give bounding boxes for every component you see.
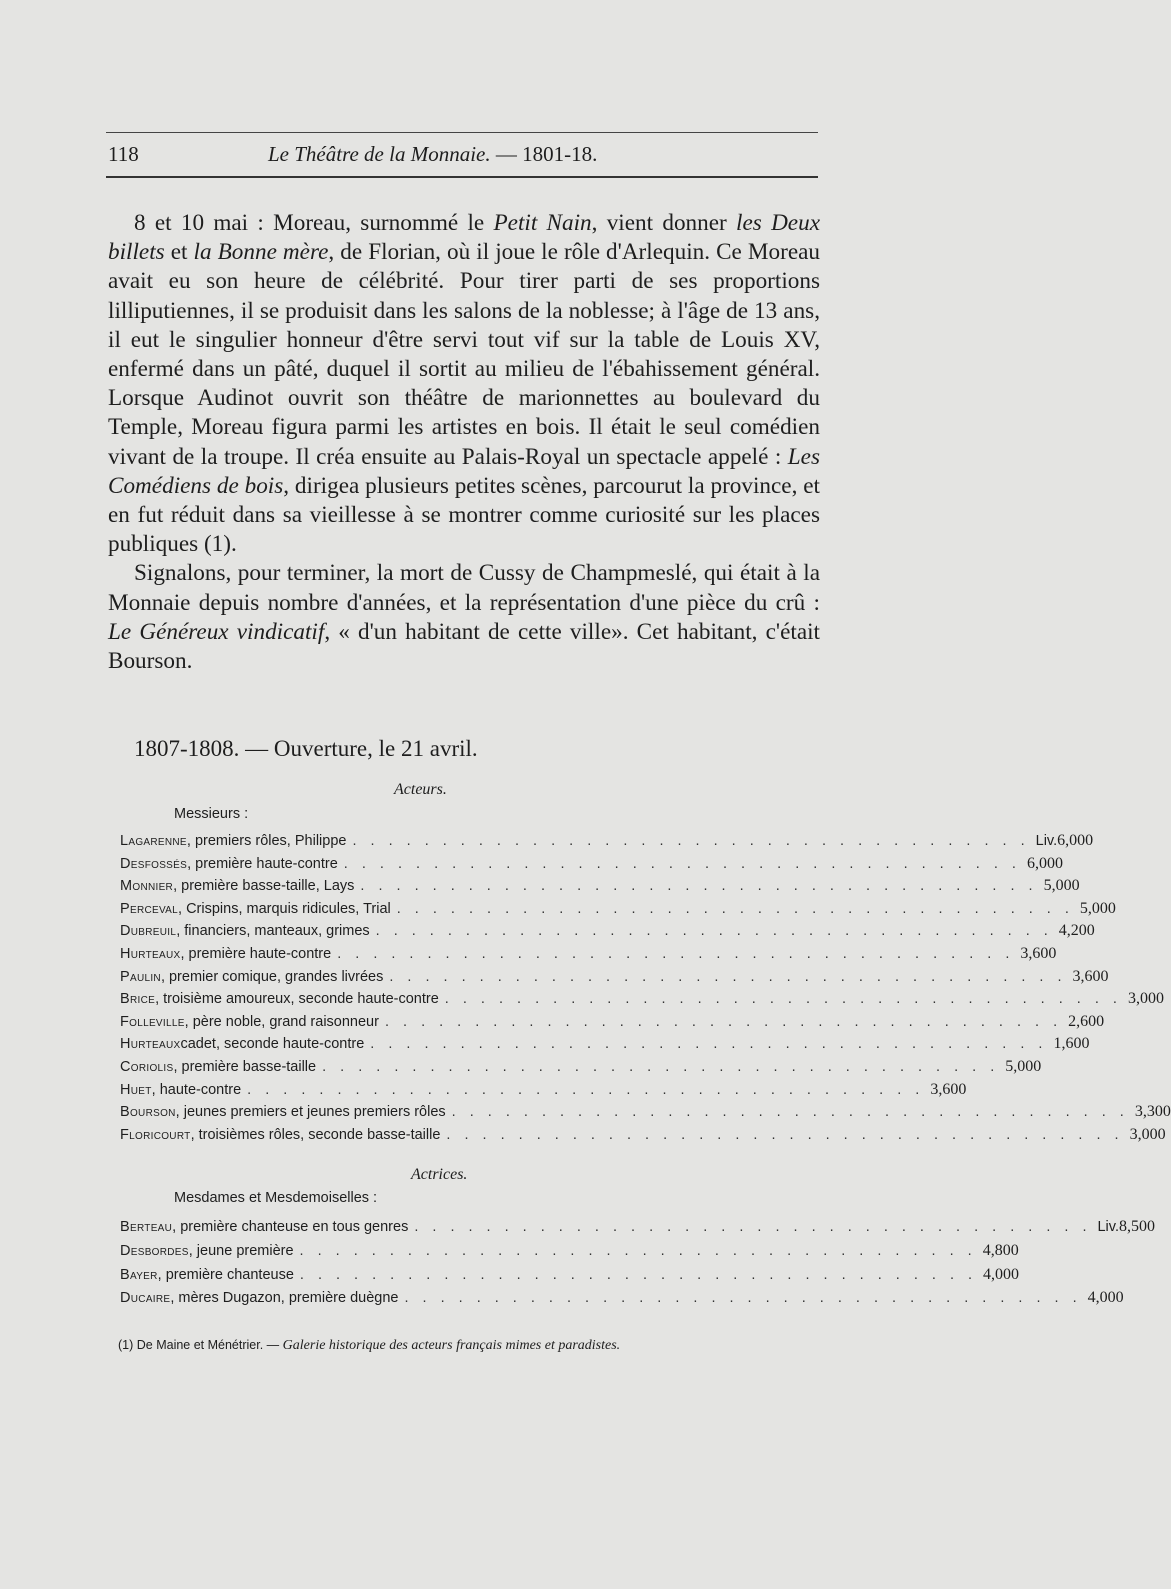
performer-role: , haute-contre xyxy=(151,1081,242,1098)
performer-name: Ducaire xyxy=(120,1290,171,1307)
italic-title: Le Généreux vindicatif xyxy=(108,618,325,645)
salary-amount: 6,000 xyxy=(1057,832,1094,849)
paragraph-moreau xyxy=(108,209,820,559)
salary-amount: 3,000 xyxy=(1127,990,1164,1008)
italic-title: les Deux billets xyxy=(108,210,820,266)
performer-name: Brice xyxy=(120,991,156,1008)
leader-dots: . . . . . . . . . . . . . . . . . . . . . . . . . . . . . . . . . . . . . . xyxy=(343,855,1021,872)
salary-amount: 3,000 xyxy=(1129,1125,1166,1143)
roster-row xyxy=(120,1080,967,1104)
footnote-title: Galerie historique des acteurs français mimes et paradistes. xyxy=(282,1338,621,1353)
text-run: et xyxy=(164,239,194,266)
leader-dots: . . . . . . . . . . . . . . . . . . . . . . . . . . . . . . . . . . . . . . xyxy=(414,1219,1092,1235)
performer-role: , troisièmes rôles, seconde basse-taille xyxy=(190,1126,441,1143)
header-rule-top xyxy=(106,132,818,133)
actresses-title: Actrices. xyxy=(411,1166,468,1183)
salary-amount: 3,600 xyxy=(1020,944,1057,962)
leader-dots: . . . . . . . . . . . . . . . . . . . . . . . . . . . . . . . . . . . . . . xyxy=(396,900,1074,917)
roster-row xyxy=(120,1289,1124,1313)
salary-amount: 8,500 xyxy=(1118,1218,1155,1235)
text-run: , de Florian, où il joue le rôle d'Arlequin. Ce Moreau avait eu son heure de célébrité. Pour tirer parti de ses proportions lilliputiennes, il se produisit dans les salons de la noblesse; à l'âge de 13 ans, il eut le singulier honneur d'être servi tout vif sur la table de Louis XV, enfermé dans un pâté, duquel il sortit au milieu de l'ébahissement général. Lorsque Audinot ouvrit son théâtre de marionnettes au boulevard du Temple, Moreau figura parmi les artistes en bois. Il était le seul comédien vivant de la troupe. Il créa ensuite au Palais-Royal un spectacle appelé : xyxy=(108,239,821,470)
roster-row xyxy=(120,1012,1105,1036)
italic-title: la Bonne mère xyxy=(193,239,329,266)
performer-role: , première chanteuse en tous genres xyxy=(172,1219,409,1235)
roster-row xyxy=(120,1218,1155,1242)
salary-amount: 5,000 xyxy=(1043,877,1080,895)
salary-amount: 4,800 xyxy=(982,1241,1019,1259)
performer-name: Paulin xyxy=(120,968,161,985)
roster-row xyxy=(120,1035,1090,1058)
performer-name: Coriolis xyxy=(120,1058,174,1075)
salary-amount: 2,600 xyxy=(1068,1012,1105,1030)
italic-title: Petit Nain xyxy=(493,210,592,236)
salary-amount: 1,600 xyxy=(1053,1035,1090,1053)
roster-row xyxy=(120,967,1109,991)
leader-dots: . . . . . . . . . . . . . . . . . . . . . . . . . . . . . . . . . . . . . . xyxy=(352,833,1030,849)
roster-row xyxy=(120,922,1095,945)
header-rule-bottom xyxy=(106,176,818,178)
footnote xyxy=(118,1338,818,1354)
running-header xyxy=(108,142,818,172)
performer-role: cadet, seconde haute-contre xyxy=(180,1036,365,1053)
running-title-separator: — xyxy=(490,142,523,166)
currency-label: Liv. xyxy=(1035,833,1058,849)
roster-row xyxy=(120,944,1057,968)
roster-row xyxy=(120,832,1094,855)
performer-role: , père noble, grand raisonneur xyxy=(184,1013,379,1030)
performer-role: , première haute-contre xyxy=(180,945,332,962)
performer-name: Lagarenne xyxy=(120,833,187,849)
performer-name: Bayer xyxy=(120,1266,158,1283)
currency-label: Liv. xyxy=(1097,1219,1119,1235)
text-run: , dirigea plusieurs petites scènes, parcourut la province, et en fut réduit dans sa vieillesse à se montrer comme curiosité sur les places publiques (1). xyxy=(108,472,820,558)
leader-dots: . . . . . . . . . . . . . . . . . . . . . . . . . . . . . . . . . . . . . . xyxy=(299,1266,978,1283)
roster-row xyxy=(120,990,1164,1013)
text-run: Signalons, pour terminer, la mort de Cussy de Champmeslé, qui était à la Monnaie depuis nombre d'années, et la représentation d'une pièce du crû : xyxy=(108,560,820,616)
leader-dots: . . . . . . . . . . . . . . . . . . . . . . . . . . . . . . . . . . . . . . xyxy=(389,968,1067,985)
roster-row xyxy=(120,1125,1166,1149)
performer-name: Hurteaux xyxy=(120,945,181,962)
text-run: 8 et 10 mai : Moreau, surnommé le xyxy=(134,210,494,236)
text-run: , « d'un habitant de cette ville». Cet habitant, c'était Bourson. xyxy=(108,618,821,675)
performer-role: , première haute-contre xyxy=(187,855,338,872)
leader-dots: . . . . . . . . . . . . . . . . . . . . . . . . . . . . . . . . . . . . . . xyxy=(404,1290,1082,1307)
leader-dots: . . . . . . . . . . . . . . . . . . . . . . . . . . . . . . . . . . . . . . xyxy=(360,878,1038,895)
salary-amount: 4,200 xyxy=(1058,922,1095,940)
roster-row xyxy=(120,1241,1019,1266)
performer-name: Dubreuil xyxy=(120,923,177,940)
leader-dots: . . . . . . . . . . . . . . . . . . . . . . . . . . . . . . . . . . . . . . xyxy=(446,1126,1124,1143)
actresses-group-label: Mesdames et Mesdemoiselles : xyxy=(174,1190,378,1206)
performer-name: Desfossés xyxy=(120,855,188,872)
performer-role: , première chanteuse xyxy=(157,1266,294,1283)
leader-dots: . . . . . . . . . . . . . . . . . . . . . . . . . . . . . . . . . . . . . . xyxy=(370,1036,1048,1053)
actresses-roster xyxy=(120,1218,1155,1313)
salary-amount: 3,300 xyxy=(1134,1103,1171,1121)
performer-name: Perceval xyxy=(120,900,179,917)
performer-role: , premiers rôles, Philippe xyxy=(186,833,347,849)
performer-role: , jeunes premiers et jeunes premiers rôles xyxy=(175,1104,446,1121)
performer-name: Floricourt xyxy=(120,1126,191,1143)
paragraph-champmesle xyxy=(108,559,820,676)
salary-amount: 3,600 xyxy=(930,1080,967,1098)
performer-role: , troisième amoureux, seconde haute-contre xyxy=(155,991,439,1008)
performer-name: Monnier xyxy=(120,878,174,895)
performer-role: , premier comique, grandes livrées xyxy=(160,968,384,985)
roster-row xyxy=(120,877,1080,900)
roster-row xyxy=(120,1265,1020,1290)
performer-name: Bourson xyxy=(120,1104,176,1121)
salary-amount: 4,000 xyxy=(1087,1289,1124,1307)
body-text xyxy=(108,209,820,676)
leader-dots: . . . . . . . . . . . . . . . . . . . . . . . . . . . . . . . . . . . . . . xyxy=(444,991,1122,1008)
italic-title: Les Comédiens de bois xyxy=(108,443,820,499)
leader-dots: . . . . . . . . . . . . . . . . . . . . . . . . . . . . . . . . . . . . . . xyxy=(375,923,1053,940)
running-title-years: 1801-18. xyxy=(522,142,598,166)
performer-role: , financiers, manteaux, grimes xyxy=(176,923,370,940)
leader-dots: . . . . . . . . . . . . . . . . . . . . . . . . . . . . . . . . . . . . . . xyxy=(451,1104,1129,1121)
page-number: 118 xyxy=(108,142,139,166)
season-heading: 1807-1808. — Ouverture, le 21 avril. xyxy=(134,736,478,761)
performer-role: , mères Dugazon, première duègne xyxy=(170,1290,399,1307)
roster-row xyxy=(120,1057,1042,1081)
salary-amount: 3,600 xyxy=(1072,967,1109,985)
performer-role: , jeune première xyxy=(188,1242,294,1259)
roster-row xyxy=(120,854,1063,878)
leader-dots: . . . . . . . . . . . . . . . . . . . . . . . . . . . . . . . . . . . . . . xyxy=(322,1058,1000,1075)
performer-role: , Crispins, marquis ridicules, Trial xyxy=(178,900,391,917)
performer-role: , première basse-taille xyxy=(173,1058,317,1075)
performer-name: Berteau xyxy=(120,1219,173,1235)
roster-row xyxy=(120,899,1116,923)
running-title xyxy=(268,142,597,167)
leader-dots: . . . . . . . . . . . . . . . . . . . . . . . . . . . . . . . . . . . . . . xyxy=(247,1081,925,1098)
actors-roster xyxy=(120,832,1171,1148)
salary-amount: 4,000 xyxy=(983,1265,1020,1283)
actors-title: Acteurs. xyxy=(394,781,447,798)
performer-name: Huet xyxy=(120,1081,152,1098)
salary-amount: 5,000 xyxy=(1079,899,1116,917)
leader-dots: . . . . . . . . . . . . . . . . . . . . . . . . . . . . . . . . . . . . . . xyxy=(384,1013,1063,1030)
salary-amount: 5,000 xyxy=(1005,1057,1042,1075)
actors-group-label: Messieurs : xyxy=(174,806,249,822)
footnote-source: (1) De Maine et Ménétrier. — xyxy=(118,1338,283,1352)
performer-name: Desbordes xyxy=(120,1242,189,1259)
text-run: , vient donner xyxy=(591,210,737,236)
roster-row xyxy=(120,1103,1171,1126)
performer-name: Folleville xyxy=(120,1013,185,1030)
salary-amount: 6,000 xyxy=(1026,854,1063,872)
running-title-text: Le Théâtre de la Monnaie. xyxy=(268,142,491,166)
performer-name: Hurteaux xyxy=(120,1036,181,1053)
leader-dots: . . . . . . . . . . . . . . . . . . . . . . . . . . . . . . . . . . . . . . xyxy=(299,1242,977,1259)
performer-role: , première basse-taille, Lays xyxy=(173,878,355,895)
leader-dots: . . . . . . . . . . . . . . . . . . . . . . . . . . . . . . . . . . . . . . xyxy=(337,945,1015,962)
